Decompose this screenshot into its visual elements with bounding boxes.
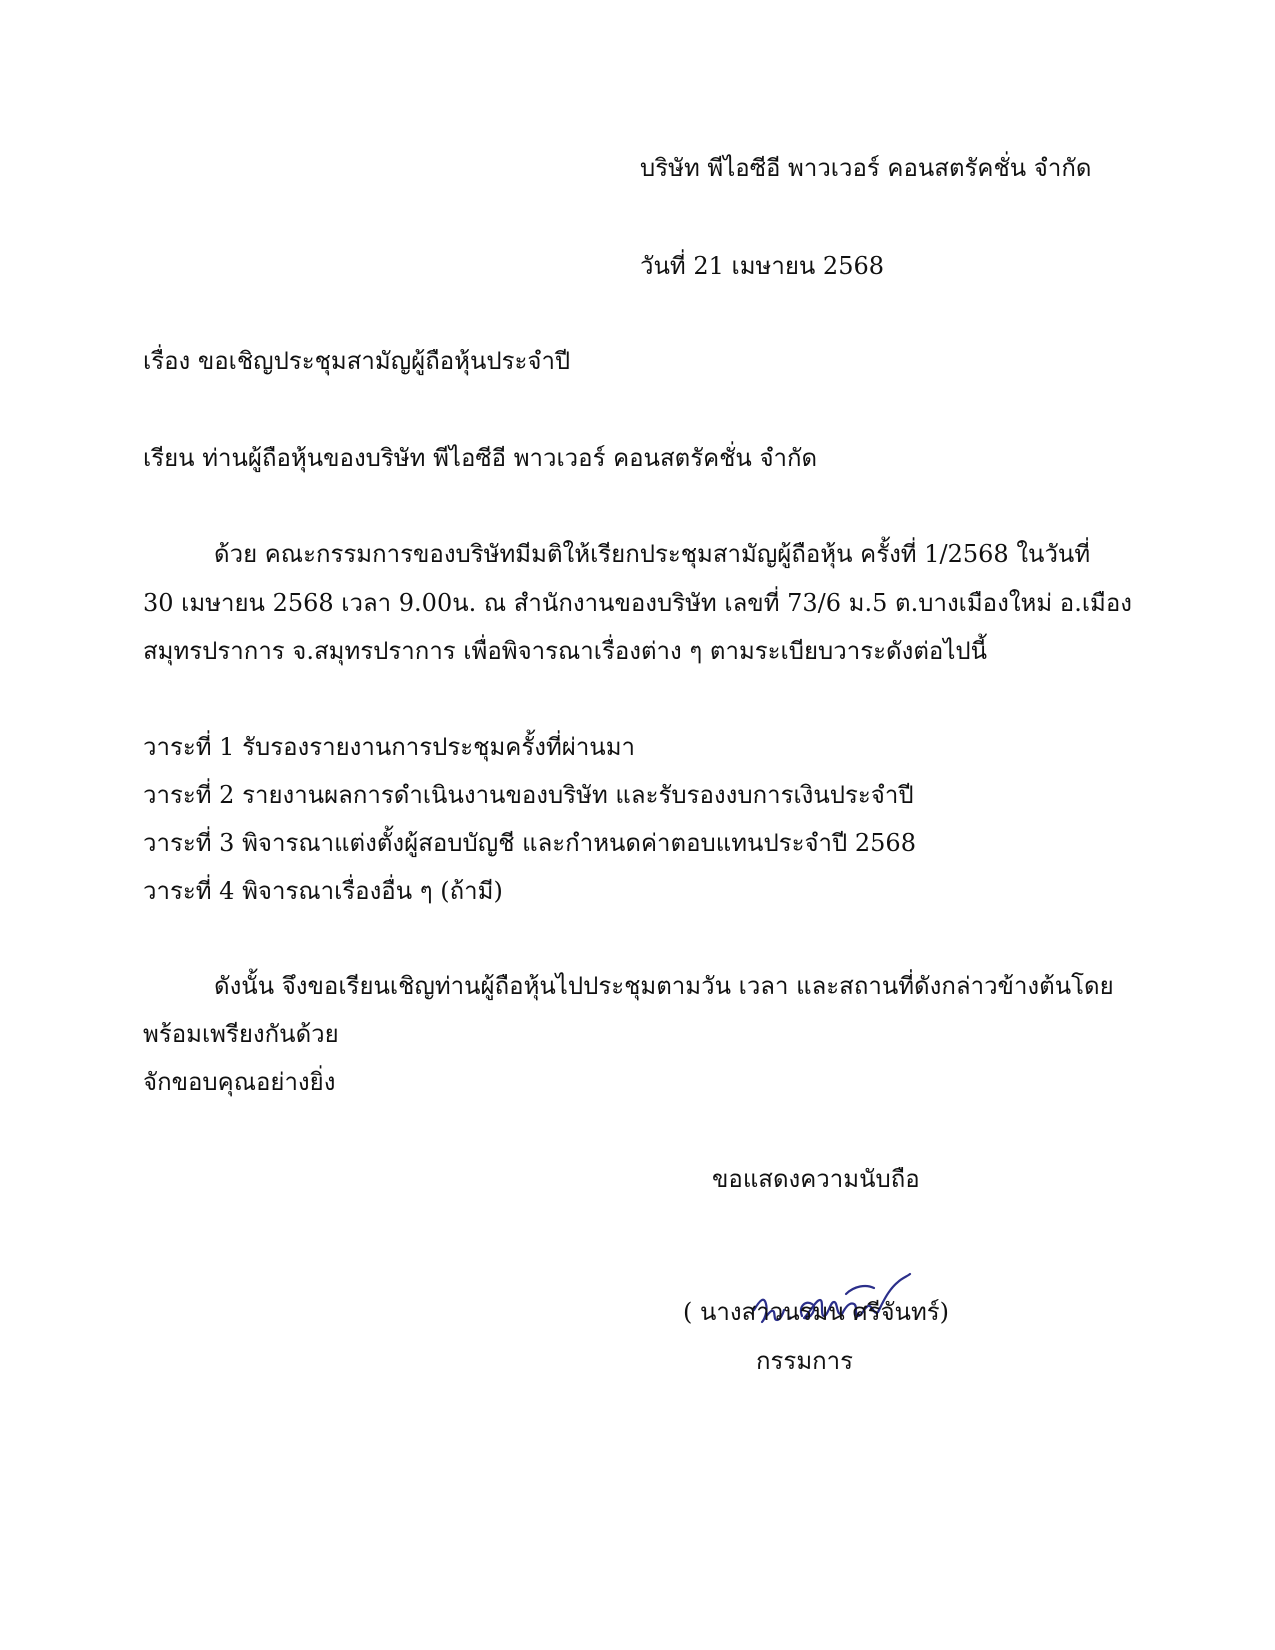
subject-line: เรื่อง ขอเชิญประชุมสามัญผู้ถือหุ้นประจำปี: [143, 347, 571, 375]
closing-paragraph-line: พร้อมเพรียงกันด้วย: [143, 1020, 339, 1048]
body-paragraph-line: สมุทรปราการ จ.สมุทรปราการ เพื่อพิจารณาเรื่องต่าง ๆ ตามระเบียบวาระดังต่อไปนี้: [143, 637, 988, 665]
agenda-item: วาระที่ 3 พิจารณาแต่งตั้งผู้สอบบัญชี และกำหนดค่าตอบแทนประจำปี 2568: [143, 829, 916, 857]
closing-paragraph-line: ดังนั้น จึงขอเรียนเชิญท่านผู้ถือหุ้นไปประชุมตามวัน เวลา และสถานที่ดังกล่าวข้างต้นโดย: [214, 972, 1114, 1000]
signatory-name: ( นางสาวนรมน ศรีจันทร์): [683, 1298, 950, 1326]
body-paragraph-line: 30 เมษายน 2568 เวลา 9.00น. ณ สำนักงานของบริษัท เลขที่ 73/6 ม.5 ต.บางเมืองใหม่ อ.เมือง: [143, 589, 1133, 617]
agenda-item: วาระที่ 4 พิจารณาเรื่องอื่น ๆ (ถ้ามี): [143, 877, 503, 905]
agenda-item: วาระที่ 2 รายงานผลการดำเนินงานของบริษัท และรับรองงบการเงินประจำปี: [143, 781, 914, 809]
signatory-title: กรรมการ: [756, 1347, 854, 1375]
company-name: บริษัท พีไอซีอี พาวเวอร์ คอนสตรัคชั่น จำกัด: [640, 154, 1092, 182]
thanks-line: จักขอบคุณอย่างยิ่ง: [143, 1068, 336, 1096]
regards-line: ขอแสดงความนับถือ: [712, 1165, 920, 1193]
body-paragraph-line: ด้วย คณะกรรมการของบริษัทมีมติให้เรียกประชุมสามัญผู้ถือหุ้น ครั้งที่ 1/2568 ในวันที่: [214, 540, 1091, 568]
letter-date: วันที่ 21 เมษายน 2568: [640, 252, 884, 280]
salutation-line: เรียน ท่านผู้ถือหุ้นของบริษัท พีไอซีอี พาวเวอร์ คอนสตรัคชั่น จำกัด: [143, 444, 818, 472]
agenda-item: วาระที่ 1 รับรองรายงานการประชุมครั้งที่ผ่านมา: [143, 733, 636, 761]
